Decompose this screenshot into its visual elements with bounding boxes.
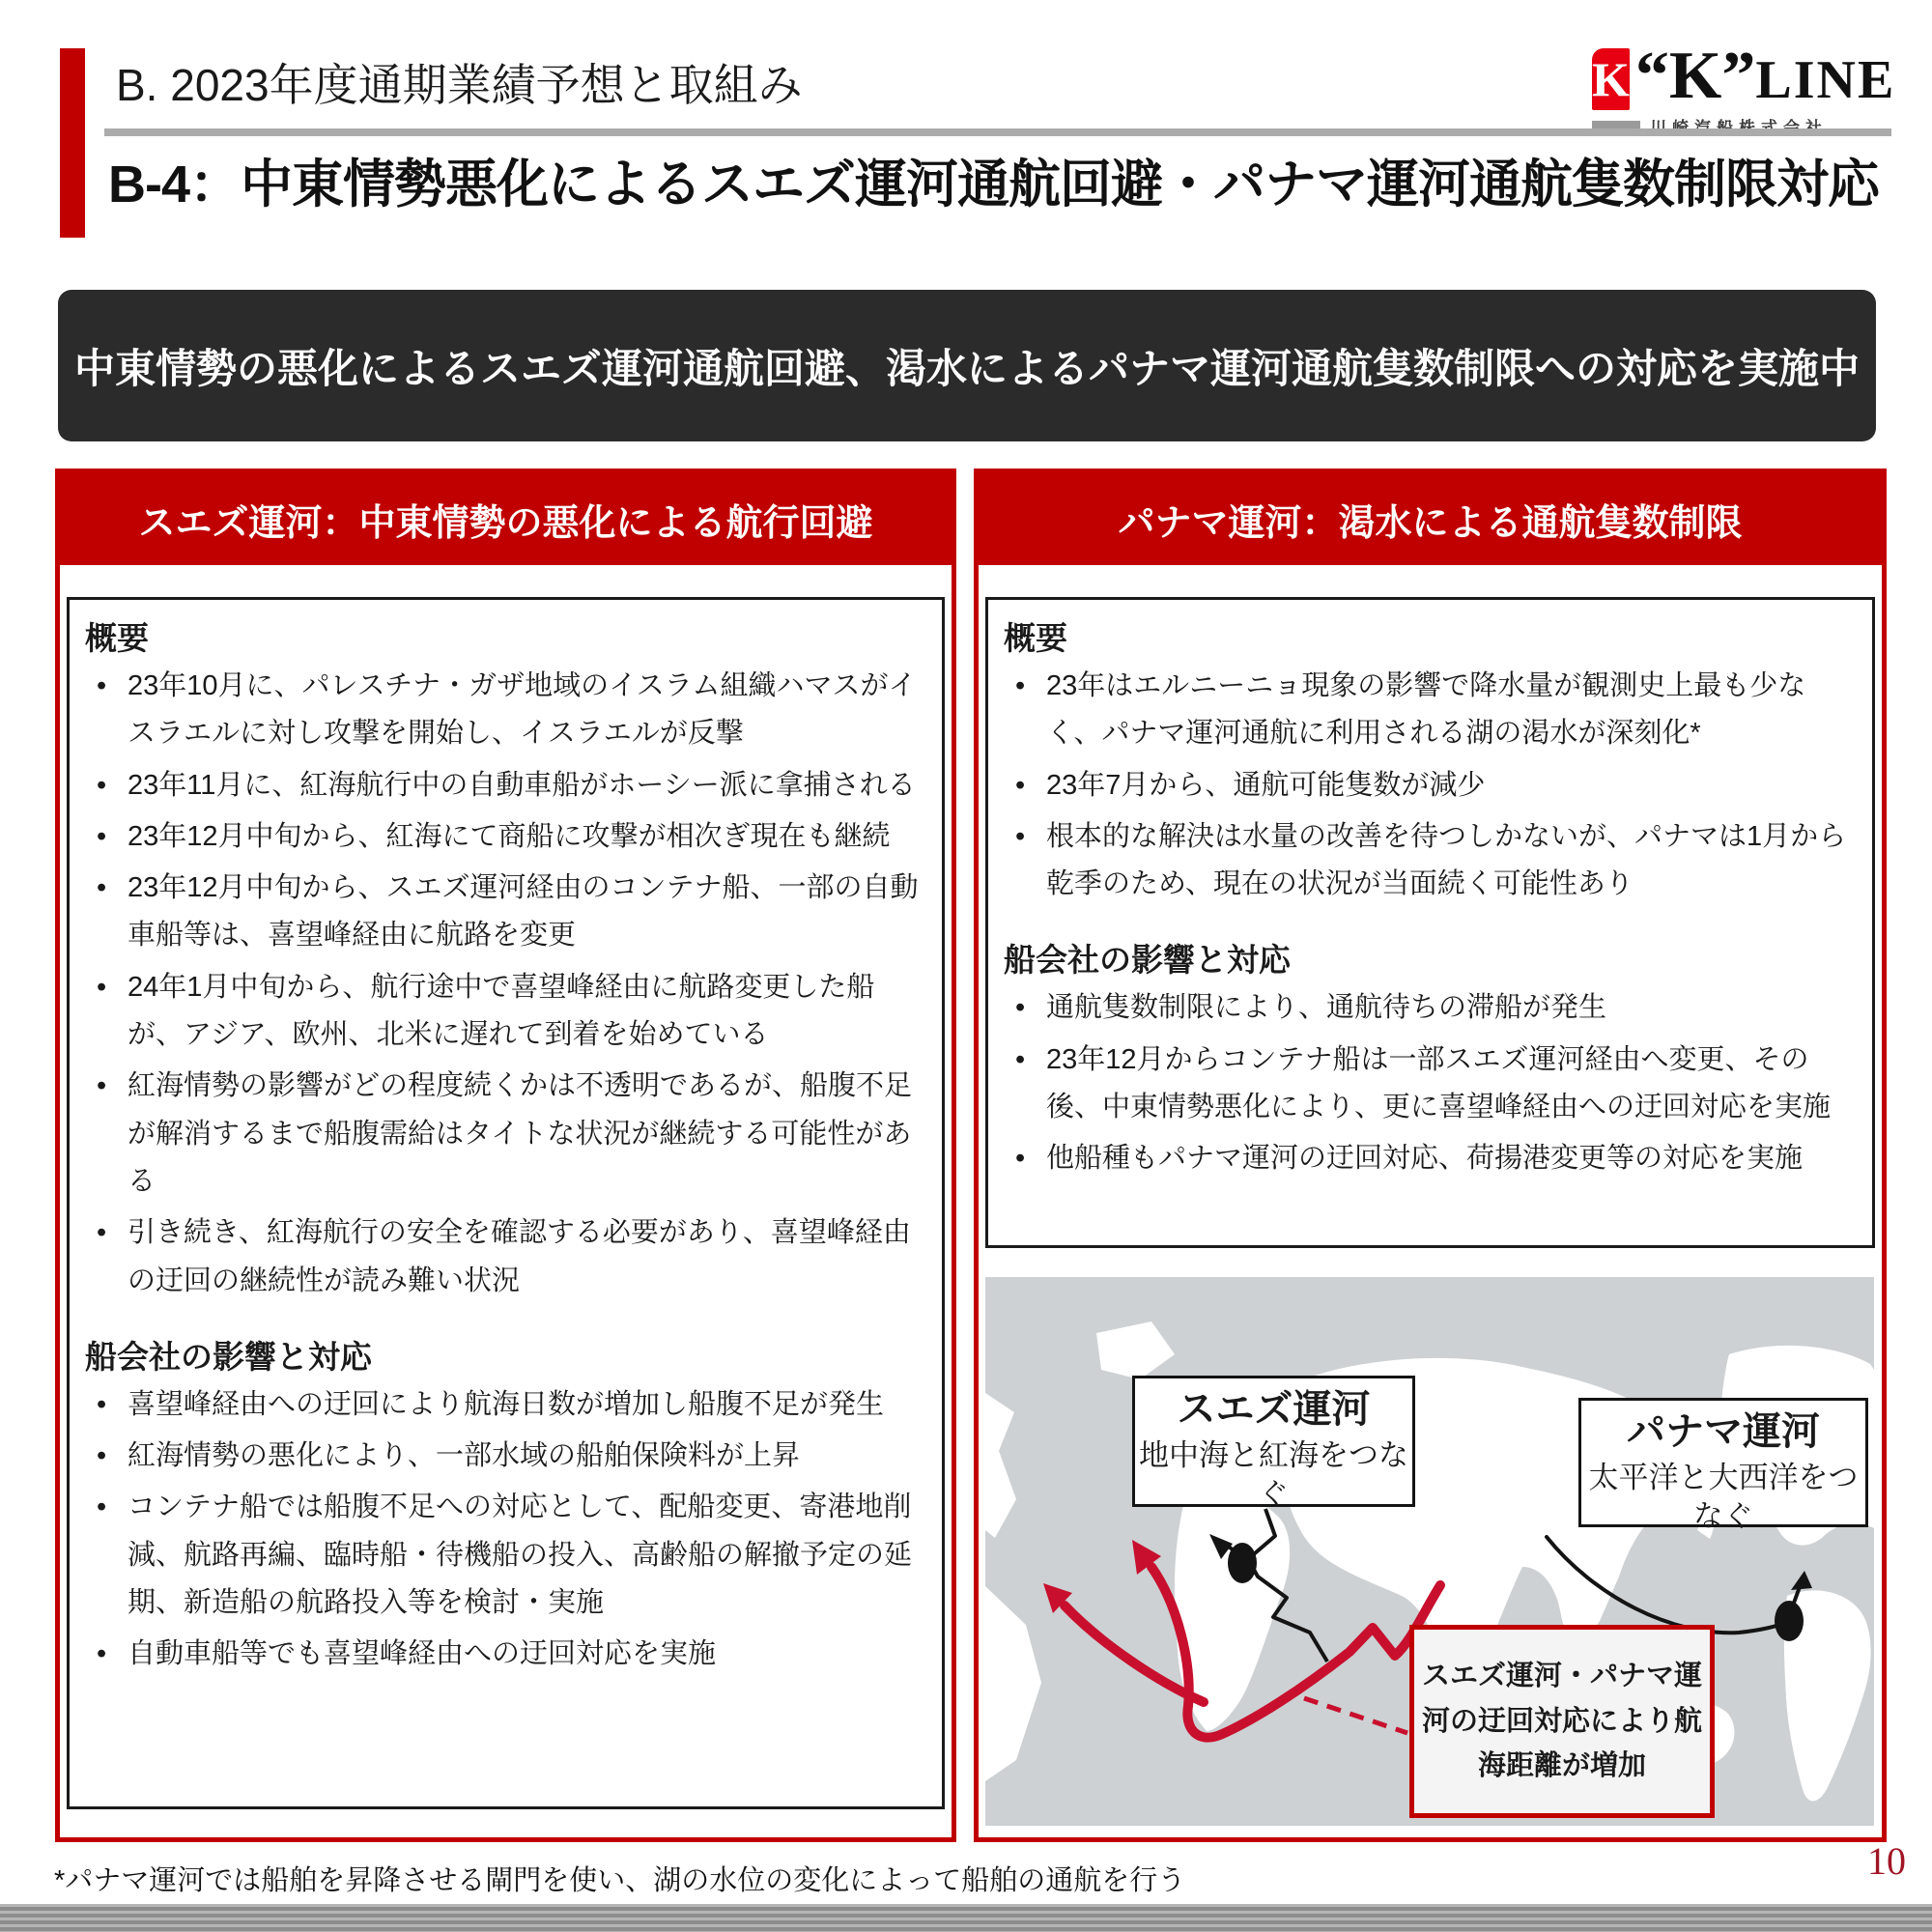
list-item: • 23年12月中旬から、紅海にて商船に攻撃が相次ぎ現在も継続 xyxy=(85,813,926,861)
panama-canal-map-label-subtitle: 太平洋と大西洋をつなぐ xyxy=(1588,1461,1859,1534)
list-item: • 23年7月から、通航可能隻数が減少 xyxy=(1004,762,1857,810)
world-map xyxy=(985,1277,1874,1826)
bottom-stripe-bar xyxy=(0,1904,1932,1932)
suez-column-header: スエズ運河：中東情勢の悪化による航行回避 xyxy=(60,473,952,565)
panama-arrow-icon xyxy=(1791,1571,1812,1590)
panama-overview-heading: 概要 xyxy=(1004,620,1067,656)
list-item: • 23年12月からコンテナ船は一部スエズ運河経由へ変更、その後、中東情勢悪化により、更に喜望峰経由への迂回対応を実施 xyxy=(1004,1037,1857,1132)
callout-leader-dashed-line xyxy=(1304,1698,1407,1733)
reroute-distance-callout: スエズ運河・パナマ運河の迂回対応により航海距離が増加 xyxy=(1409,1625,1715,1818)
list-item: • 23年11月に、紅海航行中の自動車船がホーシー派に拿捕される xyxy=(85,762,926,810)
list-item: • 引き続き、紅海航行の安全を確認する必要があり、喜望峰経由の迂回の継続性が読み難い状況 xyxy=(85,1209,926,1305)
suez-impact-heading: 船会社の影響と対応 xyxy=(85,1338,372,1375)
panama-column-body xyxy=(985,597,1875,1248)
suez-overview-list xyxy=(85,663,926,1305)
key-message-text: 中東情勢の悪化によるスエズ運河通航回避、渇水によるパナマ運河通航隻数制限への対応を実施中 xyxy=(73,345,1860,391)
suez-impact-list xyxy=(85,1381,926,1679)
suez-canal-map-label-title: スエズ運河 xyxy=(1177,1388,1371,1431)
key-message-banner xyxy=(58,290,1876,441)
panama-overview-list xyxy=(1004,663,1857,908)
page-title: B-4：中東情勢悪化によるスエズ運河通航回避・パナマ運河通航隻数制限対応 xyxy=(108,156,1880,213)
suez-column xyxy=(55,469,956,1842)
panama-column xyxy=(974,469,1887,1842)
list-item: • 紅海情勢の悪化により、一部水域の船舶保険料が上昇 xyxy=(85,1433,926,1480)
panama-canal-map-label-title: パナマ運河 xyxy=(1627,1410,1820,1453)
title-accent-bar xyxy=(60,48,85,238)
kline-logo-brand-k: “K” xyxy=(1634,39,1756,113)
list-item: • 24年1月中旬から、航行途中で喜望峰経由に航路変更した船が、アジア、欧州、北米に遅れて到着を始めている xyxy=(85,964,926,1060)
list-item: • コンテナ船では船腹不足への対応として、配船変更、寄港地削減、航路再編、臨時船・待機船の投入、高齢船の解撤予定の延期、新造船の航路投入等を検討・実施 xyxy=(85,1484,926,1627)
list-item: • 他船種もパナマ運河の迂回対応、荷揚港変更等の対応を実施 xyxy=(1004,1135,1857,1182)
list-item: • 根本的な解決は水量の改善を待つしかないが、パナマは1月から乾季のため、現在の状況が当面続く可能性あり xyxy=(1004,813,1857,909)
list-item: • 喜望峰経由への迂回により航海日数が増加し船腹不足が発生 xyxy=(85,1381,926,1429)
page-number: 10 xyxy=(1867,1839,1906,1883)
kline-logo-k-tile-icon xyxy=(1592,48,1630,110)
section-title: B. 2023年度通期業績予想と取組み xyxy=(116,60,803,110)
kline-logo-brand-line: LINE xyxy=(1755,50,1896,110)
list-item: • 通航隻数制限により、通航待ちの滞船が発生 xyxy=(1004,984,1857,1032)
kline-logo xyxy=(1592,39,1896,138)
kline-logo-brand xyxy=(1634,39,1896,113)
list-item: • 23年12月中旬から、スエズ運河経由のコンテナ船、一部の自動車船等は、喜望峰経由に航路を変更 xyxy=(85,865,926,960)
suez-canal-map-label xyxy=(1132,1376,1415,1512)
header-divider xyxy=(104,128,1891,136)
suez-column-body xyxy=(67,597,945,1809)
panama-impact-list xyxy=(1004,984,1857,1182)
panama-canal-map-label xyxy=(1578,1398,1868,1534)
suez-canal-marker xyxy=(1228,1543,1257,1583)
suez-canal-map-label-subtitle: 地中海と紅海をつなぐ xyxy=(1139,1438,1408,1512)
kline-logo-row xyxy=(1592,39,1896,113)
panama-column-header: パナマ運河：渇水による通航隻数制限 xyxy=(979,473,1882,565)
list-item: • 23年はエルニーニョ現象の影響で降水量が観測史上最も少なく、パナマ運河通航に利用される湖の渇水が深刻化* xyxy=(1004,663,1857,758)
panama-impact-heading: 船会社の影響と対応 xyxy=(1004,942,1291,979)
footnote: *パナマ運河では船舶を昇降させる閘門を使い、湖の水位の変化によって船舶の通航を行う xyxy=(54,1865,1186,1896)
list-item: • 紅海情勢の影響がどの程度続くかは不透明であるが、船腹不足が解消するまで船腹需給はタイトな状況が継続する可能性がある xyxy=(85,1063,926,1206)
panama-canal-marker xyxy=(1775,1601,1804,1641)
kline-logo-k-mark: K xyxy=(1592,52,1630,106)
list-item: • 自動車船等でも喜望峰経由への迂回対応を実施 xyxy=(85,1631,926,1678)
list-item: • 23年10月に、パレスチナ・ガザ地域のイスラム組織ハマスがイスラエルに対し攻撃を開始し、イスラエルが反撃 xyxy=(85,663,926,758)
suez-overview-heading: 概要 xyxy=(85,620,149,656)
